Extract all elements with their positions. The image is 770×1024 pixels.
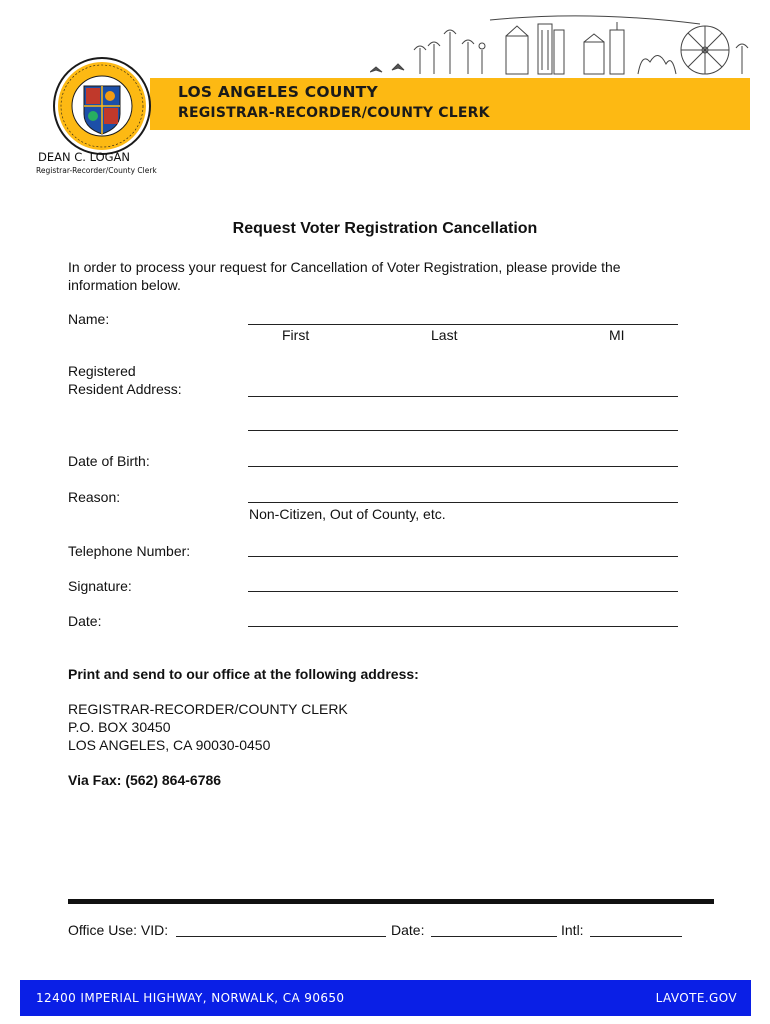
office-intl-line[interactable] [590,936,682,937]
form-title: Request Voter Registration Cancellation [232,220,538,237]
mailing-line2: P.O. BOX 30450 [68,719,171,735]
form-intro: In order to process your request for Cancellation of Voter Registration, please provide the information below. [68,259,621,293]
org-name-line2: REGISTRAR-RECORDER/COUNTY CLERK [178,105,490,121]
official-title: Registrar-Recorder/County Clerk [36,166,157,175]
office-use-divider [68,899,714,904]
name-first-caption: First [282,327,310,343]
address-label-line1: Registered [68,363,136,379]
county-seal-icon [52,56,152,156]
name-last-caption: Last [431,327,458,343]
address-field-line2[interactable] [248,430,678,431]
name-mi-caption: MI [609,327,625,343]
office-vid-line[interactable] [176,936,386,937]
org-name-line1: LOS ANGELES COUNTY [178,83,378,101]
footer-website-link[interactable]: LAVOTE.GOV [655,991,737,1005]
official-name: DEAN C. LOGAN [38,150,131,164]
phone-label: Telephone Number: [68,543,191,559]
reason-hint: Non-Citizen, Out of County, etc. [249,506,446,522]
signature-field-line[interactable] [248,591,678,592]
office-intl-label: Intl: [561,922,584,938]
date-label: Date: [68,613,102,629]
name-label: Name: [68,311,110,327]
footer-bar [20,980,751,1016]
mailing-heading: Print and send to our office at the following address: [68,666,419,682]
name-field-line[interactable] [248,324,678,325]
mailing-line3: LOS ANGELES, CA 90030-0450 [68,737,271,753]
office-vid-label: Office Use: VID: [68,922,169,938]
phone-field-line[interactable] [248,556,678,557]
office-date-label: Date: [391,922,425,938]
reason-field-line[interactable] [248,502,678,503]
office-date-line[interactable] [431,936,557,937]
footer-address: 12400 IMPERIAL HIGHWAY, NORWALK, CA 90650 [36,991,345,1005]
mailing-line1: REGISTRAR-RECORDER/COUNTY CLERK [68,701,348,717]
dob-field-line[interactable] [248,466,678,467]
address-field-line1[interactable] [248,396,678,397]
fax-number: Via Fax: (562) 864-6786 [68,772,222,788]
header-banner [150,78,750,130]
signature-label: Signature: [68,578,132,594]
date-field-line[interactable] [248,626,678,627]
dob-label: Date of Birth: [68,453,150,469]
address-label-line2: Resident Address: [68,381,182,397]
reason-label: Reason: [68,489,121,505]
city-skyline-icon [370,12,755,80]
